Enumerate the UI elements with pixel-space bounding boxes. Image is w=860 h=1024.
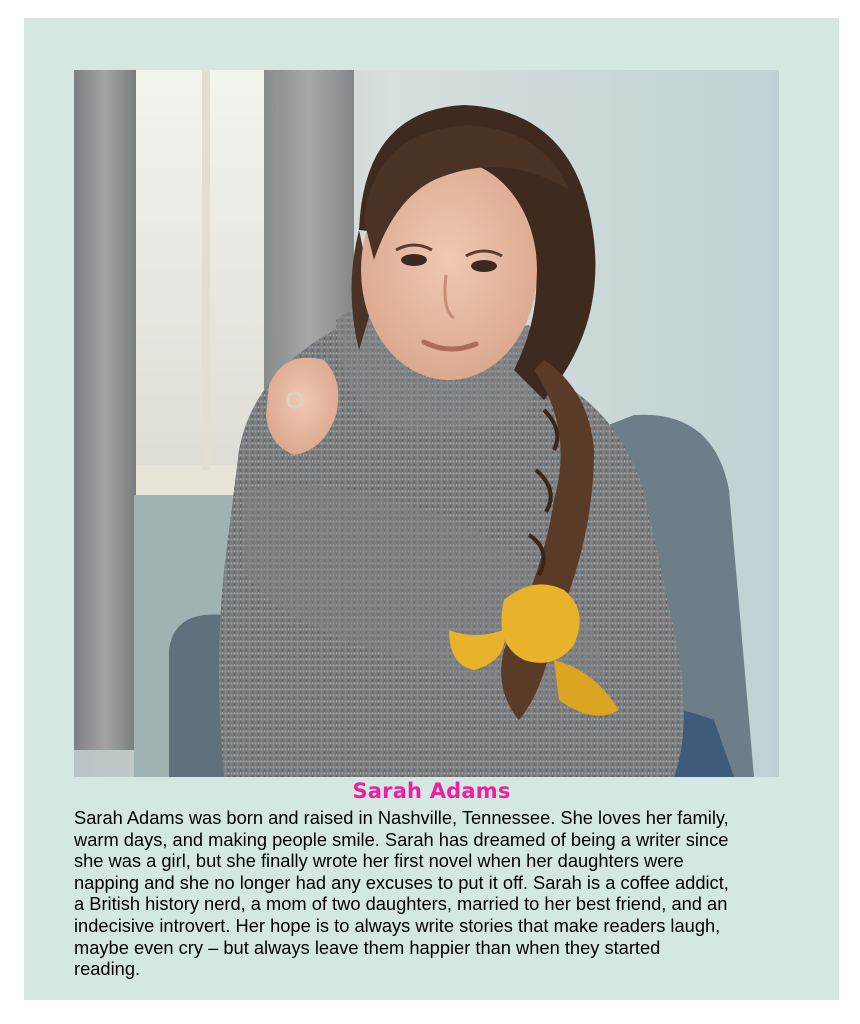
author-portrait-illustration <box>74 70 779 777</box>
author-bio: Sarah Adams was born and raised in Nashville, Tennessee. She loves her family, warm days, and making people smile. Sarah has dreamed of being a writer since she was a girl, but she finally wrote her first novel when her daughters were napping and she no longer had any excuses to put it off. Sarah is a coffee addict, a British history nerd, a mom of two daughters, married to her best friend, and an indecisive introvert. Her hope is to always write stories that make readers laugh, maybe even cry – but always leave them happier than when they started reading. <box>74 807 729 980</box>
author-name: Sarah Adams <box>352 779 511 803</box>
author-photo <box>74 70 779 777</box>
